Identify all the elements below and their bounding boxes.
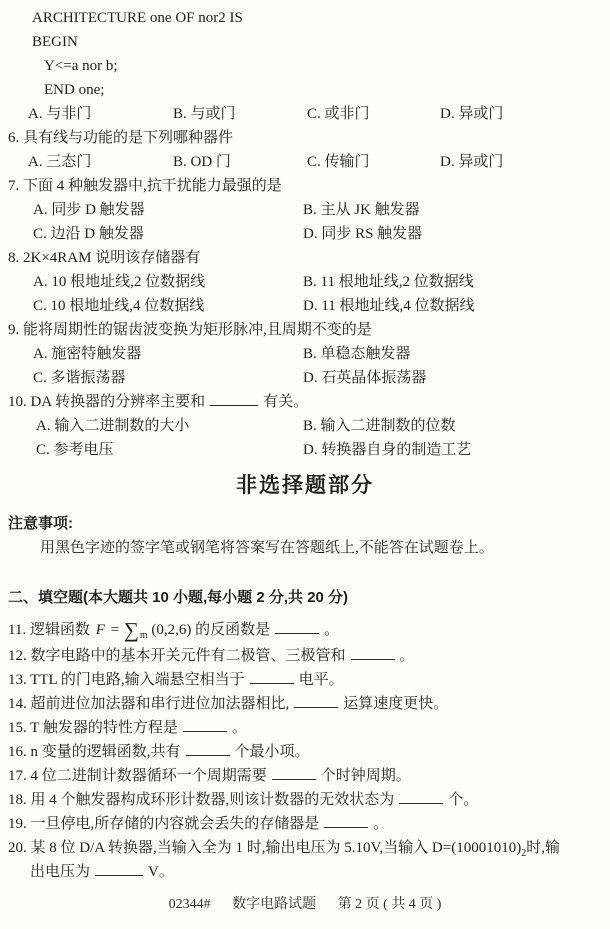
option-c: C. 或非门	[307, 106, 370, 122]
option-d: D. 11 根地址线,4 位数据线	[303, 298, 475, 314]
question-text: 15. T 触发器的特性方程是	[8, 720, 178, 736]
fill-section-title: 二、填空题(本大题共 10 小题,每小题 2 分,共 20 分)	[8, 589, 349, 606]
option-b: B. 主从 JK 触发器	[303, 202, 420, 218]
question-text: 17. 4 位二进制计数器循环一个周期需要	[8, 768, 267, 784]
question-6-stem: 6. 具有线与功能的是下列哪种器件	[8, 130, 234, 146]
answer-blank	[183, 718, 227, 732]
answer-blank	[250, 670, 294, 684]
question-text: 个。	[448, 792, 479, 808]
answer-blank	[324, 814, 368, 828]
base-subscript: 2	[521, 848, 527, 859]
option-c: C. 多谐振荡器	[33, 370, 126, 386]
answer-blank	[95, 862, 143, 876]
option-a: A. 同步 D 触发器	[33, 202, 145, 218]
question-text: 20. 某 8 位 D/A 转换器,当输入全为 1 时,输出电压为 5.10V,当输入 D=(10001010)	[8, 840, 522, 856]
fill-question-19	[0, 812, 610, 836]
question-text: 出电压为	[30, 864, 91, 880]
answer-blank	[399, 790, 443, 804]
question-10-options-row1	[0, 414, 610, 438]
stem-text: 10. DA 转换器的分辨率主要和	[8, 394, 206, 410]
fill-question-16	[0, 740, 610, 764]
question-9-options-row1	[0, 342, 610, 366]
question-text: 个最小项。	[234, 744, 310, 760]
answer-blank	[210, 392, 258, 406]
question-text: 。	[399, 648, 415, 664]
question-text: 。	[324, 622, 340, 638]
question-text: 19. 一旦停电,所存储的内容就会丢失的存储器是	[8, 816, 320, 832]
question-text: 电平。	[298, 672, 344, 688]
question-7-options-row1	[0, 198, 610, 222]
answer-blank	[351, 646, 395, 660]
question-text: 18. 用 4 个触发器构成环形计数器,则该计数器的无效状态为	[8, 792, 395, 808]
question-text: 16. n 变量的逻辑函数,共有	[8, 744, 181, 760]
fill-question-18	[0, 788, 610, 812]
option-c: C. 参考电压	[36, 442, 114, 458]
answer-blank	[294, 694, 338, 708]
option-c: C. 边沿 D 触发器	[33, 226, 144, 242]
option-d: D. 石英晶体振荡器	[303, 370, 427, 386]
page-footer	[0, 893, 610, 917]
question-text: 13. TTL 的门电路,输入端悬空相当于	[8, 672, 245, 688]
question-text: 11. 逻辑函数	[8, 622, 90, 638]
option-c: C. 10 根地址线,4 位数据线	[33, 298, 205, 314]
question-text: 14. 超前进位加法器和串行进位加法器相比,	[8, 696, 290, 712]
question-7-options-row2	[0, 222, 610, 246]
footer-course-code: 02344#	[168, 897, 211, 912]
notice-title: 注意事项:	[8, 515, 73, 532]
option-c: C. 传输门	[307, 154, 370, 170]
question-8-stem: 8. 2K×4RAM 说明该存储器有	[8, 250, 201, 266]
question-text: 。	[231, 720, 247, 736]
question-8-options-row1	[0, 270, 610, 294]
math-variable: F	[95, 622, 105, 638]
fill-question-12	[0, 644, 610, 668]
option-a: A. 三态门	[28, 154, 92, 170]
option-b: B. 与或门	[173, 106, 236, 122]
option-b: B. 11 根地址线,2 位数据线	[303, 274, 474, 290]
question-text: 个时钟周期。	[320, 768, 411, 784]
answer-blank	[272, 766, 316, 780]
option-d: D. 同步 RS 触发器	[303, 226, 423, 242]
question-text: 12. 数字电路中的基本开关元件有二极管、三极管和	[8, 648, 346, 664]
section-heading: 非选择题部分	[236, 474, 374, 497]
question-7-stem: 7. 下面 4 种触发器中,抗干扰能力最强的是	[8, 178, 282, 194]
code-line: ARCHITECTURE one OF nor2 IS	[32, 10, 243, 26]
option-b: B. 单稳态触发器	[303, 346, 411, 362]
option-a: A. 10 根地址线,2 位数据线	[33, 274, 206, 290]
code-line: Y<=a nor b;	[44, 58, 118, 74]
option-d: D. 异或门	[440, 154, 504, 170]
question-6-options	[0, 150, 610, 174]
fill-question-11	[0, 616, 610, 644]
question-text: V。	[148, 864, 174, 880]
option-d: D. 转换器自身的制造工艺	[303, 442, 472, 458]
notice-body: 用黑色字迹的签字笔或钢笔将答案写在答题纸上,不能答在试题卷上。	[40, 540, 494, 556]
question-8-options-row2	[0, 294, 610, 318]
question-text: 时,输	[526, 840, 560, 856]
option-b: B. 输入二进制数的位数	[303, 418, 456, 434]
fill-question-15	[0, 716, 610, 740]
fill-question-20-line2	[0, 860, 610, 884]
question-5-options	[0, 102, 610, 126]
code-line: BEGIN	[32, 34, 78, 50]
footer-page-number: 第 2 页 ( 共 4 页 )	[337, 897, 442, 912]
question-text: 运算速度更快。	[343, 696, 449, 712]
question-10-stem	[0, 390, 610, 414]
answer-blank	[186, 742, 230, 756]
question-9-stem: 9. 能将周期性的锯齿波变换为矩形脉冲,且周期不变的是	[8, 322, 372, 338]
option-a: A. 与非门	[28, 106, 92, 122]
option-a: A. 输入二进制数的大小	[36, 418, 190, 434]
question-text: 的反函数是	[195, 622, 271, 638]
question-text: 。	[373, 816, 389, 832]
fill-question-14	[0, 692, 610, 716]
code-line: END one;	[44, 82, 105, 98]
answer-blank	[275, 620, 319, 634]
option-a: A. 施密特触发器	[33, 346, 142, 362]
footer-exam-title: 数字电路试题	[232, 897, 317, 912]
math-args: (0,2,6)	[151, 622, 192, 638]
option-b: B. OD 门	[173, 154, 231, 170]
fill-question-17	[0, 764, 610, 788]
option-d: D. 异或门	[440, 106, 504, 122]
fill-question-13	[0, 668, 610, 692]
sigma-subscript: m	[139, 630, 148, 641]
fill-question-20-line1	[0, 836, 610, 860]
sigma-symbol: ∑	[123, 618, 139, 642]
question-9-options-row2	[0, 366, 610, 390]
stem-text: 有关。	[263, 394, 309, 410]
math-equals: =	[110, 622, 120, 638]
question-10-options-row2	[0, 438, 610, 462]
